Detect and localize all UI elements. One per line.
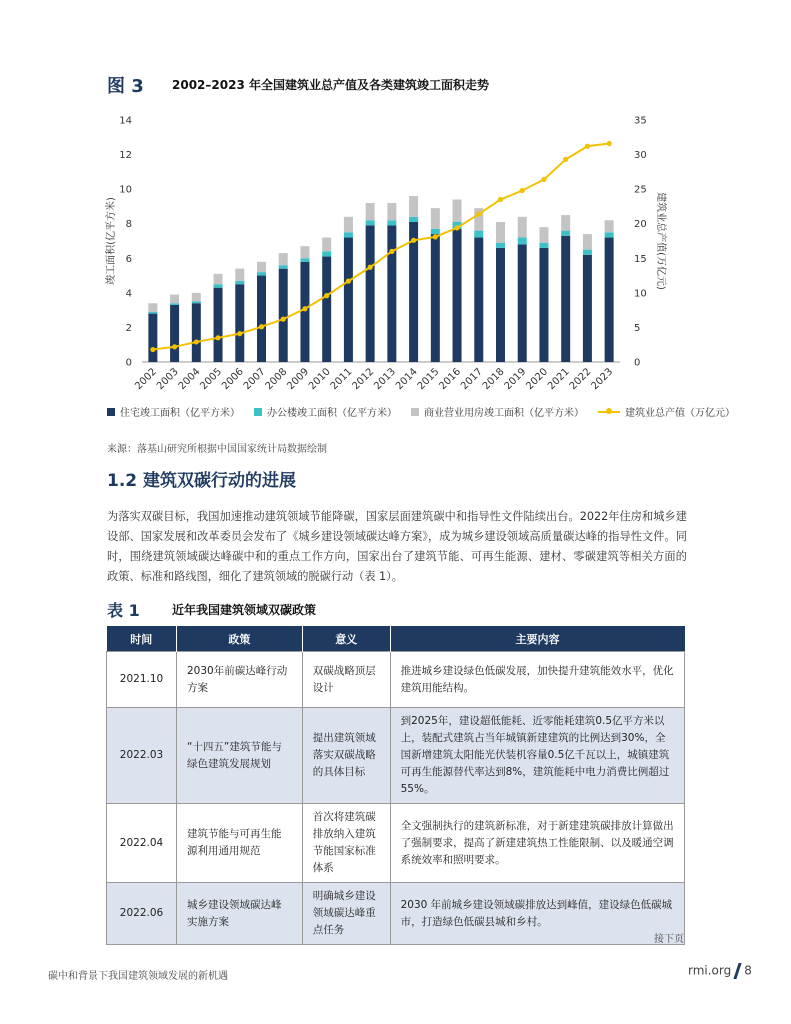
- bar-residential: [431, 234, 440, 362]
- row-policy: 城乡建设领域碳达峰实施方案: [176, 883, 302, 945]
- point-output: [563, 157, 568, 162]
- x-tick-label: 2018: [480, 366, 507, 393]
- x-tick-label: 2020: [524, 366, 551, 393]
- table-row: [107, 804, 685, 883]
- point-output: [498, 197, 503, 202]
- bar-commercial: [192, 293, 201, 302]
- point-output: [194, 339, 199, 344]
- y-left-tick-label: 4: [125, 288, 132, 300]
- bar-office: [148, 312, 157, 314]
- table-row: [107, 883, 685, 945]
- figure-title: 2002–2023 年全国建筑业总产值及各类建筑竣工面积走势: [172, 78, 489, 92]
- row-content: 推进城乡建设绿色低碳发展，加快提升建筑能效水平，优化建筑用能结构。: [390, 652, 684, 708]
- legend-label-commercial: 商业营业用房竣工面积（亿平方米）: [424, 408, 584, 419]
- y-right-tick-label: 15: [634, 253, 647, 265]
- legend-swatch-residential: [107, 408, 115, 416]
- bar-residential: [366, 225, 375, 362]
- bar-office: [431, 229, 440, 234]
- row-policy: 建筑节能与可再生能源利用通用规范: [176, 804, 302, 883]
- legend-swatch-office: [254, 408, 262, 416]
- footer-title: 碳中和背景下我国建筑领域发展的新机遇: [48, 971, 228, 982]
- x-tick-label: 2006: [220, 366, 246, 393]
- figure-source: 来源：落基山研究所根据中国国家统计局数据绘制: [107, 444, 327, 455]
- row-content: 2030 年前城乡建设领域碳排放达到峰值，建设绿色低碳城市，打造绿色低碳县城和乡村。: [390, 883, 684, 945]
- point-output: [476, 211, 481, 216]
- bar-commercial: [279, 253, 288, 265]
- point-output: [324, 293, 329, 298]
- bar-office: [561, 231, 570, 236]
- bar-commercial: [561, 215, 570, 231]
- x-tick-label: 2002: [133, 366, 159, 393]
- point-output: [541, 177, 546, 182]
- bar-commercial: [539, 227, 548, 243]
- point-output: [150, 347, 155, 352]
- footer-page-info: [688, 963, 752, 979]
- bar-commercial: [518, 217, 527, 238]
- header-content: 主要内容: [390, 626, 684, 652]
- table-row: [107, 652, 685, 708]
- x-tick-label: 2013: [372, 366, 398, 393]
- bar-commercial: [431, 208, 440, 229]
- legend-label-residential: 住宅竣工面积（亿平方米）: [120, 408, 240, 419]
- legend-item-commercial: [411, 404, 584, 419]
- legend-swatch-commercial: [411, 408, 419, 416]
- x-tick-label: 2017: [459, 366, 485, 393]
- bar-commercial: [148, 303, 157, 312]
- table-header-row: [107, 626, 685, 652]
- table-title: 近年我国建筑领域双碳政策: [172, 603, 317, 617]
- bar-residential: [257, 276, 266, 362]
- bar-office: [257, 272, 266, 275]
- bar-commercial: [409, 196, 418, 217]
- row-meaning: 双碳战略顶层设计: [302, 652, 390, 708]
- x-tick-label: 2015: [415, 366, 442, 393]
- bar-residential: [192, 303, 201, 362]
- y-right-tick-label: 10: [634, 288, 647, 300]
- row-meaning: 明确城乡建设领域碳达峰重点任务: [302, 883, 390, 945]
- point-output: [259, 324, 264, 329]
- bar-commercial: [453, 200, 462, 222]
- y-right-tick-label: 30: [634, 150, 647, 162]
- point-output: [389, 249, 394, 254]
- bar-office: [539, 243, 548, 248]
- row-date: 2021.10: [107, 652, 177, 708]
- bar-office: [300, 258, 309, 261]
- y-left-tick-label: 6: [125, 253, 132, 265]
- bar-commercial: [235, 269, 244, 281]
- y-left-tick-label: 14: [119, 115, 132, 127]
- point-output: [237, 331, 242, 336]
- y-right-tick-label: 35: [634, 115, 647, 127]
- bar-residential: [518, 244, 527, 362]
- bar-office: [496, 243, 505, 248]
- x-tick-label: 2016: [437, 366, 464, 393]
- legend-item-residential: [107, 404, 240, 419]
- bar-residential: [235, 284, 244, 362]
- point-output: [411, 238, 416, 243]
- legend-item-output: [598, 404, 735, 419]
- point-output: [454, 225, 459, 230]
- bar-residential: [300, 262, 309, 362]
- header-meaning: 意义: [302, 626, 390, 652]
- bar-commercial: [257, 262, 266, 272]
- x-tick-label: 2010: [307, 366, 333, 393]
- policy-table: [106, 626, 685, 945]
- row-content: 到2025年，建设超低能耗、近零能耗建筑0.5亿平方米以上，装配式建筑占当年城镇新建建筑的比例达到30%，全国新增建筑太阳能光伏装机容量0.5亿千瓦以上，城镇建筑可再生能源替代率达到8%，建筑能耗中电力消费比例超过55%。: [390, 708, 684, 804]
- point-output: [215, 335, 220, 340]
- bar-office: [605, 232, 614, 237]
- bar-residential: [170, 305, 179, 362]
- bar-residential: [214, 288, 223, 362]
- x-tick-label: 2023: [589, 366, 616, 393]
- bar-residential: [496, 248, 505, 362]
- bar-residential: [322, 257, 331, 362]
- y-left-tick-label: 0: [125, 357, 132, 369]
- bar-residential: [474, 238, 483, 362]
- point-output: [585, 144, 590, 149]
- y-right-tick-label: 5: [634, 322, 641, 334]
- y-right-tick-label: 25: [634, 184, 647, 196]
- y-left-tick-label: 8: [125, 219, 132, 231]
- y-right-tick-label: 0: [634, 357, 641, 369]
- x-tick-label: 2022: [567, 366, 594, 393]
- bar-commercial: [496, 222, 505, 243]
- x-tick-label: 2003: [154, 366, 181, 393]
- x-tick-label: 2019: [502, 366, 529, 393]
- row-policy: 2030年前碳达峰行动方案: [176, 652, 302, 708]
- bar-office: [583, 250, 592, 255]
- point-output: [520, 188, 525, 193]
- point-output: [433, 234, 438, 239]
- x-tick-label: 2008: [263, 366, 290, 393]
- bar-office: [170, 303, 179, 305]
- y-left-tick-label: 12: [119, 150, 132, 162]
- x-tick-label: 2021: [546, 366, 572, 393]
- point-output: [302, 306, 307, 311]
- bar-office: [192, 302, 201, 304]
- legend-item-office: [254, 404, 397, 419]
- bar-residential: [539, 248, 548, 362]
- bar-office: [214, 284, 223, 287]
- bar-residential: [583, 255, 592, 362]
- footer-page-number: 8: [744, 963, 752, 978]
- x-tick-label: 2014: [393, 366, 420, 393]
- row-date: 2022.03: [107, 708, 177, 804]
- point-output: [607, 141, 612, 146]
- legend-label-office: 办公楼竣工面积（亿平方米）: [267, 408, 397, 419]
- row-meaning: 提出建筑领域落实双碳战略的具体目标: [302, 708, 390, 804]
- point-output: [172, 344, 177, 349]
- y-left-axis-label: 竣工面积(亿平方米): [106, 197, 117, 285]
- bar-commercial: [605, 220, 614, 232]
- row-content: 全文强制执行的建筑新标准，对于新建建筑碳排放计算做出了强制要求，提高了新建建筑热工性能限制、以及暖通空调系统效率和照明要求。: [390, 804, 684, 883]
- bar-residential: [387, 225, 396, 362]
- bar-office: [344, 232, 353, 237]
- bar-commercial: [214, 274, 223, 284]
- bar-residential: [279, 269, 288, 362]
- bar-residential: [453, 229, 462, 362]
- chart-area: [100, 105, 666, 400]
- row-date: 2022.06: [107, 883, 177, 945]
- point-output: [368, 265, 373, 270]
- bar-office: [322, 251, 331, 256]
- x-tick-label: 2009: [285, 366, 312, 393]
- bar-office: [366, 220, 375, 225]
- y-left-tick-label: 2: [125, 322, 132, 334]
- bar-commercial: [322, 238, 331, 252]
- bar-office: [279, 265, 288, 268]
- point-output: [281, 317, 286, 322]
- legend-line-output: [598, 411, 620, 413]
- x-tick-label: 2007: [241, 366, 268, 393]
- bar-commercial: [387, 203, 396, 220]
- bar-office: [235, 281, 244, 284]
- legend-label-output: 建筑业总产值（万亿元）: [625, 408, 735, 419]
- y-right-axis-label: 建筑业总产值(万亿元): [655, 192, 666, 290]
- row-date: 2022.04: [107, 804, 177, 883]
- row-meaning: 首次将建筑碳排放纳入建筑节能国家标准体系: [302, 804, 390, 883]
- x-tick-label: 2004: [176, 366, 203, 393]
- y-left-tick-label: 10: [119, 184, 132, 196]
- footer-slash-icon: [734, 963, 742, 979]
- bar-commercial: [300, 246, 309, 258]
- bar-office: [518, 238, 527, 245]
- continued-note: 接下页: [654, 934, 684, 945]
- bar-residential: [344, 238, 353, 362]
- x-tick-label: 2011: [328, 366, 355, 393]
- bar-commercial: [366, 203, 375, 220]
- body-paragraph: 为落实双碳目标，我国加速推动建筑领域节能降碳，国家层面建筑碳中和指导性文件陆续出台。2022年住房和城乡建设部、国家发展和改革委员会发布了《城乡建设领域碳达峰方案》，成为城乡建设领域高质量碳达峰的指导性文件。同时，围绕建筑领域碳达峰碳中和的重点工作方向，国家出台了建筑节能、可再生能源、建材、零碳建筑等相关方面的政策、标准和路线图，细化了建筑领域的脱碳行动（表 1）。: [107, 510, 687, 583]
- footer-site: rmi.org: [688, 963, 732, 978]
- section-title: 1.2 建筑双碳行动的进展: [107, 471, 297, 491]
- bar-residential: [561, 236, 570, 362]
- bar-office: [474, 231, 483, 238]
- header-date: 时间: [107, 626, 177, 652]
- bar-office: [387, 220, 396, 225]
- table-row: [107, 708, 685, 804]
- bar-office: [409, 217, 418, 222]
- chart-legend: [107, 404, 749, 419]
- row-policy: “十四五”建筑节能与绿色建筑发展规划: [176, 708, 302, 804]
- bar-residential: [605, 238, 614, 362]
- x-tick-label: 2005: [198, 366, 225, 393]
- table-label: 表 1: [107, 601, 140, 620]
- bar-commercial: [170, 295, 179, 304]
- y-right-tick-label: 20: [634, 219, 647, 231]
- bar-residential: [148, 314, 157, 362]
- header-policy: 政策: [176, 626, 302, 652]
- bar-commercial: [583, 234, 592, 250]
- figure-label: 图 3: [107, 76, 144, 97]
- x-tick-label: 2012: [350, 366, 377, 393]
- point-output: [346, 279, 351, 284]
- bar-commercial: [344, 217, 353, 233]
